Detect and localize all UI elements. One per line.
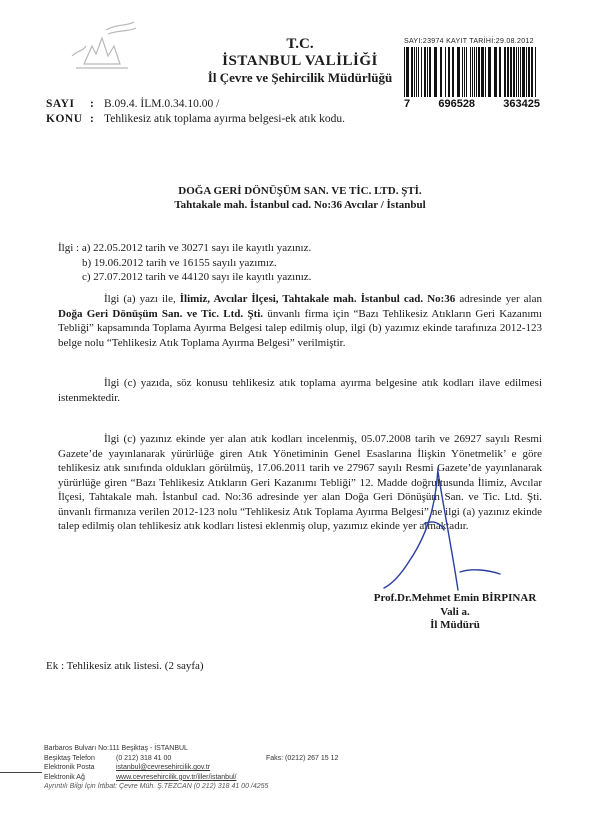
signer-title: Vali a. xyxy=(440,605,470,618)
registration-barcode xyxy=(404,38,544,120)
letterhead xyxy=(170,36,430,85)
barcode-num-mid: 696528 xyxy=(438,98,476,110)
footer-phone-label: Beşiktaş Telefon xyxy=(44,754,95,762)
p2-text: İlgi (c) yazıda, söz konusu tehlikesiz atık toplama ayırma belgesine atık kodları ilave edilmesi istenmektedir. xyxy=(58,377,542,404)
footer-email-row xyxy=(44,763,338,773)
valilik-heading: İSTANBUL VALİLİĞİ xyxy=(222,53,378,69)
footer-web-row xyxy=(44,773,338,783)
signer-name: Prof.Dr.Mehmet Emin BİRPINAR xyxy=(373,592,537,604)
tc-heading: T.C. xyxy=(286,36,314,52)
footer-web-label: Elektronik Ağ xyxy=(44,773,85,781)
footer-fax: Faks: (0212) 267 15 12 xyxy=(266,754,339,762)
addressee xyxy=(0,184,600,212)
footer-address: Barbaros Bulvarı No:111 Beşiktaş - İSTANBUL xyxy=(44,745,188,752)
addressee-address: Tahtakale mah. İstanbul cad. No:36 Avcılar / İstanbul xyxy=(174,199,426,211)
footer-contact-info: Ayrıntılı Bilgi İçin İrtibat: Çevre Müh. Ş.TEZCAN (0 212) 318 41 00 /4255 xyxy=(44,783,269,790)
footer-phone-row xyxy=(44,754,338,764)
signer-office: İl Müdürü xyxy=(430,619,480,631)
footer-phone-value: (0 212) 318 41 00 xyxy=(116,754,172,762)
p1-part-d: Doğa Geri Dönüşüm San. ve Tic. Ltd. Şti. xyxy=(58,307,264,320)
barcode-num-left: 7 xyxy=(404,98,411,110)
attachment-note: Ek : Tehlikesiz atık listesi. (2 sayfa) xyxy=(46,660,204,672)
footer-divider xyxy=(0,772,42,773)
addressee-company: DOĞA GERİ DÖNÜŞÜM SAN. VE TİC. LTD. ŞTİ. xyxy=(178,185,422,197)
letter-meta xyxy=(46,97,345,127)
mudurluk-heading: İl Çevre ve Şehircilik Müdürlüğü xyxy=(207,70,393,85)
signature-block xyxy=(360,592,550,633)
footer-web-value[interactable]: www.cevresehircilik.gov.tr/iller/istanbul/ xyxy=(116,773,237,781)
p1-part-b: İlimiz, Avcılar İlçesi, Tahtakale mah. İstanbul cad. No:36 xyxy=(179,293,456,305)
p3-text: İlgi (c) yazınız ekinde yer alan atık kodları incelenmiş, 05.07.2008 tarih ve 26927 sayılı Resmi Gazete’de yayınlanarak yürürlüğe giren Atık Yönetiminin Genel Esaslarına İlişkin Yönetmelik’ e göre tehlikesiz atık sınıfında oldukları görülmüş, 17.06.2011 tarih ve 27967 sayılı Resmi Gazete’de yayınlanarak yürürlüğe giren “Bazı Tehlikesiz Atıkların Geri Kazanımı Tebliği” 12. Madde doğrultusunda İlimiz, Avcılar İlçesi, Tahtakale mah. İstanbul cad. No:36 adresinde yer alan Doğa Geri Dönüşüm San. ve Tic. Ltd. Şti. ünvanlı firmanıza verilen 2012-123 nolu “Tehlikesiz Atık Toplama Ayırma Belgesi” ne ilgi (a) yazınız ekinde talep edilmiş olan tehlikesiz atık kodları listesi eklenmiş olup, yazımız ekinde yer almaktadır. xyxy=(58,433,542,532)
konu-row: KONU : Tehlikesiz atık toplama ayırma belgesi-ek atık kodu. xyxy=(46,113,345,125)
body-paragraph-2 xyxy=(58,376,542,405)
p1-part-c: adresinde yer alan xyxy=(455,293,542,305)
reference-a: İlgi : a) 22.05.2012 tarih ve 30271 sayı ile kayıtlı yazınız. xyxy=(58,242,312,254)
p1-part-a: İlgi (a) yazı ile, xyxy=(104,293,180,305)
ministry-logo xyxy=(62,16,142,76)
konu-value: Tehlikesiz atık toplama ayırma belgesi-ek atık kodu. xyxy=(104,113,345,125)
konu-label: KONU xyxy=(46,113,83,125)
barcode-caption: SAYI:23974 KAYIT TARİHİ:29.08.2012 xyxy=(404,38,534,45)
sayi-value: B.09.4. İLM.0.34.10.00 / xyxy=(104,98,220,110)
reference-b: b) 19.06.2012 tarih ve 16155 sayılı yazımız. xyxy=(82,256,277,269)
footer-email-value[interactable]: istanbul@cevresehircilik.gov.tr xyxy=(116,764,211,771)
footer-email-label: Elektronik Posta xyxy=(44,764,95,771)
barcode-number xyxy=(404,98,540,110)
sayi-row: SAYI : B.09.4. İLM.0.34.10.00 / xyxy=(46,98,220,110)
p1-part-e: ünvanlı firma için “Bazı Tehlikesiz Atıkların Geri Kazanımı Tebliği” kapsamında Toplama Ayırma Belgesi talep edilmiş olup, ilgi (b) yazımız ekinde tarafınıza 2012-123 belge nolu “Tehlikesiz Atık Toplama Ayırma Belgesi” verilmiştir. xyxy=(58,307,542,349)
references xyxy=(58,241,311,285)
reference-c: c) 27.07.2012 tarih ve 44120 sayı ile kayıtlı yazınız. xyxy=(82,271,312,283)
letter-footer xyxy=(44,744,338,792)
barcode-bars xyxy=(404,47,540,97)
sayi-label: SAYI xyxy=(46,98,75,110)
barcode-num-right: 363425 xyxy=(503,98,540,110)
body-paragraph-1 xyxy=(58,292,542,350)
